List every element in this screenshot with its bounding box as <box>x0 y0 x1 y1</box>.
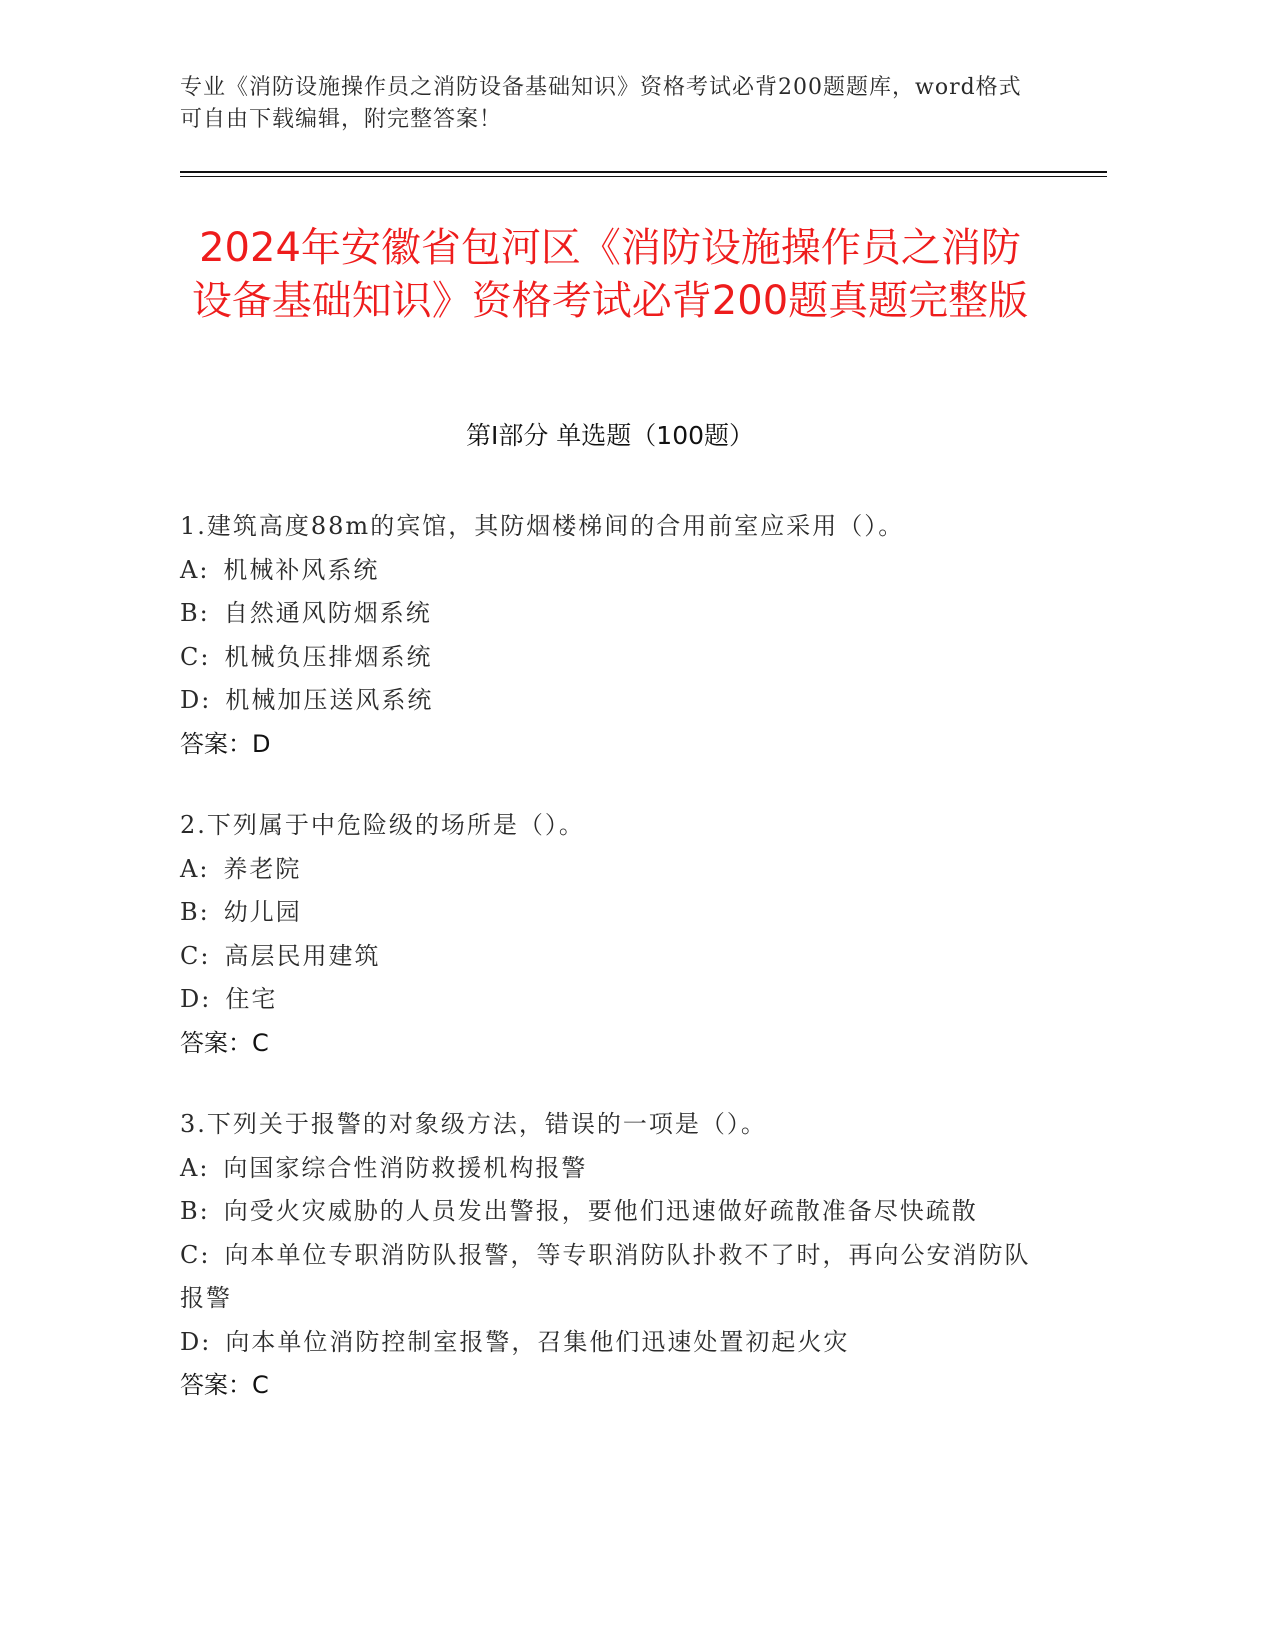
question-stem: 1.建筑高度88m的宾馆，其防烟楼梯间的合用前室应采用（）。 <box>180 512 905 540</box>
option-a <box>180 848 1040 892</box>
option-d <box>180 679 1040 723</box>
option-text: 养老院 <box>223 854 302 883</box>
option-text: 向本单位专职消防队报警，等专职消防队扑救不了时，再向公安消防队报警 <box>180 1240 1031 1312</box>
answer-line: 答案：C <box>180 1371 269 1399</box>
option-text: 高层民用建筑 <box>224 941 381 970</box>
option-c <box>180 1234 1040 1321</box>
option-text: 向国家综合性消防救援机构报警 <box>223 1153 588 1182</box>
option-text: 幼儿园 <box>223 898 302 926</box>
option-d <box>180 1321 1040 1365</box>
section-heading: 第Ⅰ部分 单选题（100题） <box>465 421 755 450</box>
answer-line: 答案：C <box>180 1028 269 1057</box>
option-b <box>180 1190 1040 1234</box>
option-b <box>180 891 1040 935</box>
question-list <box>180 505 1040 1446</box>
answer-line: 答案：D <box>180 729 271 758</box>
option-text: 机械负压排烟系统 <box>224 642 433 671</box>
option-c <box>180 935 1040 979</box>
option-key: A: <box>180 1153 210 1182</box>
option-text: 机械补风系统 <box>223 555 380 584</box>
header-note: 专业《消防设施操作员之消防设备基础知识》资格考试必背200题题库，word格式可自由下载编辑，附完整答案！ <box>180 75 1022 132</box>
document-title: 2024年安徽省包河区《消防设施操作员之消防设备基础知识》资格考试必背200题真题完整版 <box>191 225 1029 324</box>
option-text: 向本单位消防控制室报警，召集他们迅速处置初起火灾 <box>225 1327 850 1356</box>
question-item <box>180 505 1040 766</box>
option-c <box>180 636 1040 680</box>
option-text: 住宅 <box>225 985 278 1013</box>
option-key: D: <box>180 1327 212 1356</box>
question-stem: 2.下列属于中危险级的场所是（）。 <box>180 811 585 839</box>
header-divider-thin <box>180 176 1107 177</box>
option-key: C: <box>180 941 211 970</box>
option-key: D: <box>180 985 212 1013</box>
option-key: B: <box>180 898 210 926</box>
option-text: 向受火灾威胁的人员发出警报，要他们迅速做好疏散准备尽快疏散 <box>223 1197 978 1225</box>
option-text: 自然通风防烟系统 <box>223 599 432 627</box>
question-item <box>180 804 1040 1065</box>
option-key: C: <box>180 642 211 671</box>
option-text: 机械加压送风系统 <box>225 686 434 714</box>
question-stem: 3.下列关于报警的对象级方法，错误的一项是（）。 <box>180 1110 767 1138</box>
option-key: C: <box>180 1240 211 1269</box>
option-key: B: <box>180 1197 210 1225</box>
option-key: A: <box>180 555 210 584</box>
option-a <box>180 549 1040 593</box>
option-d <box>180 978 1040 1022</box>
question-item <box>180 1103 1040 1408</box>
option-key: A: <box>180 854 210 883</box>
option-a <box>180 1147 1040 1191</box>
option-b <box>180 592 1040 636</box>
option-key: D: <box>180 686 212 714</box>
header-divider-thick <box>180 171 1107 173</box>
option-key: B: <box>180 599 210 627</box>
